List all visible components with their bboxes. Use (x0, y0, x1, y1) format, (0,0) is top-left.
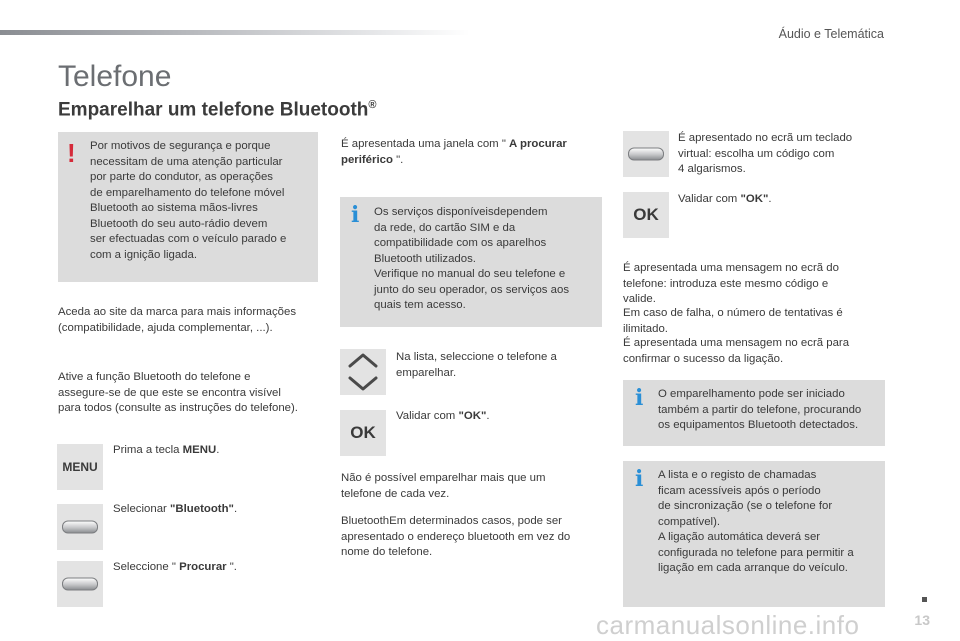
info-services-text: Os serviços disponíveisdependem da rede, do cartão SIM e da compatibilidade com os aparelhos Bluetooth utilizados. Verifique no manual do seu telefone e junto do seu operador, os serviços aos quais tem acesso. (374, 206, 570, 311)
section-name: Áudio e Telemática (778, 27, 884, 41)
searching-window-text: É apresentada uma janela com " A procurar periférico ". (341, 138, 567, 166)
info-box-services (340, 197, 602, 327)
knob-key (57, 504, 103, 550)
one-phone-text: Não é possível emparelhar mais que um telefone de cada vez. (341, 472, 546, 500)
step-select-search: Seleccione " Procurar ". (113, 561, 237, 573)
menu-key (57, 444, 103, 490)
up-down-key (340, 349, 386, 395)
step-validate-ok: Validar com "OK". (396, 410, 490, 422)
watermark: carmanualsonline.info (596, 610, 860, 640)
enter-code-text: É apresentada uma mensagem no ecrã do telefone: introduza este mesmo código e valide. (623, 262, 839, 305)
info-icon: i (635, 385, 644, 411)
activate-bluetooth-text: Ative a função Bluetooth do telefone e assegure-se de que este se encontra visível para todos (consulte as instruções do telefone). (58, 371, 298, 414)
page-number: 13 (914, 612, 930, 628)
step-validate-ok-2: Validar com "OK". (678, 193, 772, 205)
knob-icon (62, 578, 98, 591)
step-select-bluetooth: Selecionar "Bluetooth". (113, 503, 238, 515)
ok-key (623, 192, 669, 238)
ok-key-label: OK (633, 205, 659, 224)
knob-icon (62, 521, 98, 534)
page-dot (922, 597, 927, 602)
menu-key-label: MENU (62, 460, 98, 474)
step-virtual-keyboard: É apresentado no ecrã um teclado virtual: escolha um código com 4 algarismos. (678, 132, 853, 175)
warning-text: Por motivos de segurança e porque necessitam de uma atenção particular por parte do condutor, as operações de emparelhamento do telefone móvel Bluetooth ao sistema mãos-livres Bluetooth do seu auto-rádio devem ser efectuadas com o veículo parado e com a ignição ligada. (90, 140, 287, 261)
page-subtitle: Emparelhar um telefone Bluetooth® (58, 99, 377, 121)
exclamation-icon: ! (67, 138, 76, 168)
step-press-menu: Prima a tecla MENU. (113, 444, 220, 456)
info-icon: i (351, 202, 360, 228)
up-down-arrows-icon (340, 349, 386, 395)
info-icon: i (635, 466, 644, 492)
ok-key (340, 410, 386, 456)
page-title: Telefone (58, 60, 172, 93)
info-box-phone-pairing (623, 380, 885, 446)
site-info-text: Aceda ao site da marca para mais informações (compatibilidade, ajuda complementar, ...). (58, 306, 297, 334)
attempts-text: Em caso de falha, o número de tentativas é ilimitado. (623, 307, 843, 335)
step-select-phone: Na lista, seleccione o telefone a emparelhar. (396, 351, 557, 379)
info-box-sync (623, 461, 885, 607)
knob-key (623, 131, 669, 177)
success-text: É apresentada uma mensagem no ecrã para confirmar o sucesso da ligação. (623, 337, 850, 365)
bluetooth-address-text: BluetoothEm determinados casos, pode ser apresentado o endereço bluetooth em vez do nome do telefone. (341, 515, 571, 558)
info-phone-pairing-text: O emparelhamento pode ser iniciado também a partir do telefone, procurando os equipamentos Bluetooth detectados. (658, 388, 862, 431)
knob-key (57, 561, 103, 607)
info-sync-text: A lista e o registo de chamadas ficam acessíveis após o período de sincronização (se o telefone for compatível). A ligação automática deverá ser configurada no telefone para permitir a ligação em cada arranque do veículo. (658, 469, 854, 574)
knob-icon (628, 148, 664, 161)
ok-key-label: OK (350, 423, 376, 442)
header-rule (0, 30, 470, 35)
warning-box (58, 132, 318, 282)
